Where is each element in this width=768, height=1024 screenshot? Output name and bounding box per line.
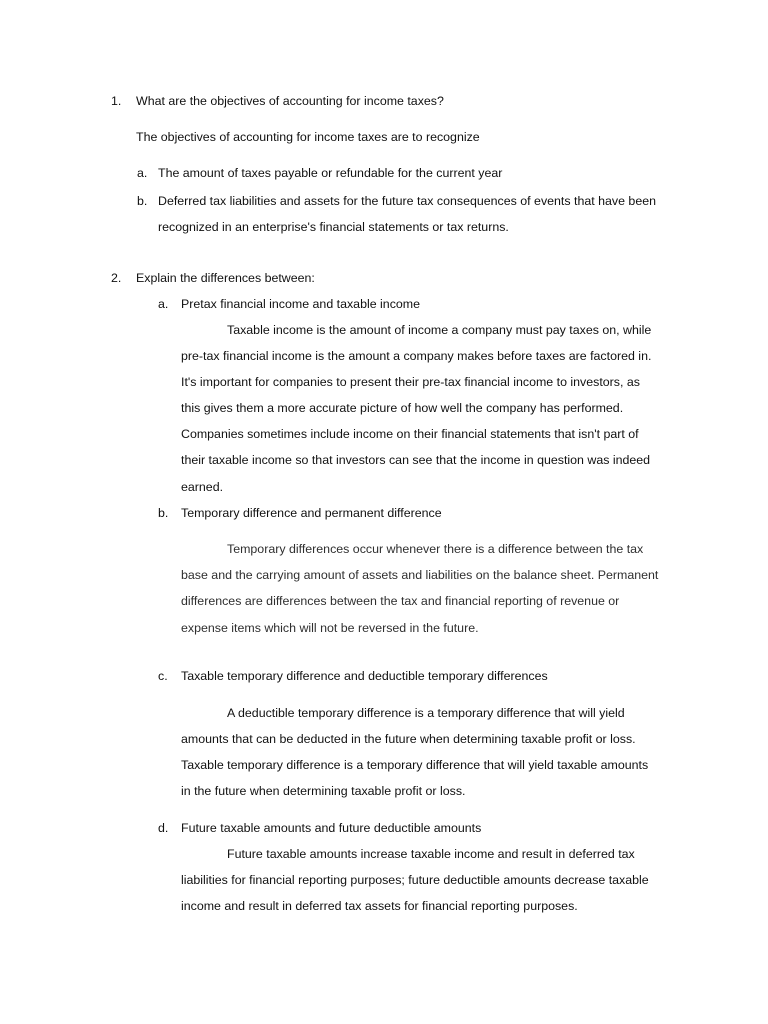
q2-part-d-heading: Future taxable amounts and future deductible amounts — [181, 821, 482, 835]
q2-part-c-marker: c. — [158, 669, 168, 683]
q2-part-a-line: Companies sometimes include income on their financial statements that isn't part of — [181, 427, 639, 441]
q2-number: 2. — [111, 271, 122, 285]
q1-question: What are the objectives of accounting for income taxes? — [136, 94, 444, 108]
q2-part-d-line: Future taxable amounts increase taxable income and result in deferred tax — [227, 847, 635, 861]
q2-part-b-line: base and the carrying amount of assets and liabilities on the balance sheet. Permanent — [181, 568, 659, 582]
q1-item-b-line: Deferred tax liabilities and assets for the future tax consequences of events that have been — [158, 194, 656, 208]
q1-item-a-marker: a. — [137, 166, 148, 180]
q2-part-a-heading: Pretax financial income and taxable income — [181, 297, 420, 311]
q2-part-c-line: Taxable temporary difference is a temporary difference that will yield taxable amounts — [181, 758, 649, 772]
q2-part-a-line: pre-tax financial income is the amount a company makes before taxes are factored in. — [181, 349, 652, 363]
q1-intro: The objectives of accounting for income taxes are to recognize — [136, 130, 480, 144]
q2-question: Explain the differences between: — [136, 271, 315, 285]
q1-number: 1. — [111, 94, 122, 108]
q2-part-c-line: A deductible temporary difference is a temporary difference that will yield — [227, 706, 625, 720]
q2-part-a-marker: a. — [158, 297, 169, 311]
q2-part-b-heading: Temporary difference and permanent difference — [181, 506, 442, 520]
q2-part-d-line: income and result in deferred tax assets for financial reporting purposes. — [181, 899, 578, 913]
q2-part-d-line: liabilities for financial reporting purposes; future deductible amounts decrease taxable — [181, 873, 649, 887]
q2-part-b-line: differences are differences between the tax and financial reporting of revenue or — [181, 594, 620, 608]
q1-item-b-marker: b. — [137, 194, 148, 208]
q1-item-b-line: recognized in an enterprise's financial statements or tax returns. — [158, 220, 509, 234]
q2-part-c-line: in the future when determining taxable profit or loss. — [181, 784, 466, 798]
q2-part-b-marker: b. — [158, 506, 169, 520]
q2-part-b-line: expense items which will not be reversed in the future. — [181, 621, 479, 635]
q2-part-c-line: amounts that can be deducted in the future when determining taxable profit or loss. — [181, 732, 636, 746]
q2-part-d-marker: d. — [158, 821, 169, 835]
q2-part-b-line: Temporary differences occur whenever there is a difference between the tax — [227, 542, 644, 556]
q2-part-a-line: earned. — [181, 480, 224, 494]
q2-part-c-heading: Taxable temporary difference and deductible temporary differences — [181, 669, 548, 683]
q2-part-a-line: this gives them a more accurate picture of how well the company has performed. — [181, 401, 624, 415]
q2-part-a-line: their taxable income so that investors can see that the income in question was indeed — [181, 453, 651, 467]
q2-part-a-line: Taxable income is the amount of income a company must pay taxes on, while — [227, 323, 652, 337]
q2-part-a-line: It's important for companies to present their pre-tax financial income to investors, as — [181, 375, 640, 389]
q1-item-a-text: The amount of taxes payable or refundable for the current year — [158, 166, 503, 180]
